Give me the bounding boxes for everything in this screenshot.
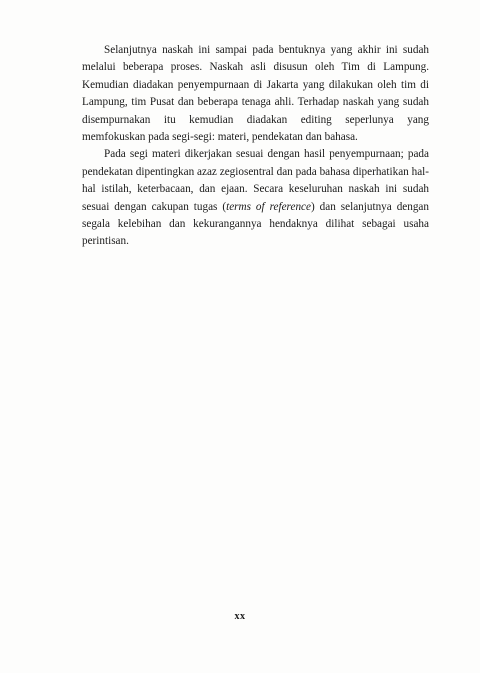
- paragraph-2-italic-term: terms of reference: [226, 200, 311, 213]
- page-number: xx: [234, 611, 246, 622]
- paragraph-2-tail: ) dan selanjutnya dengan segala kelebihan dan kekurangannya hendaknya dilihat sebagai usaha perintisan.: [82, 200, 429, 248]
- paragraph-1: [82, 42, 429, 146]
- body-text: [82, 42, 429, 251]
- paragraph-1-text: Selanjutnya naskah ini sampai pada bentuknya yang akhir ini sudah melalui beberapa proses. Naskah asli disusun oleh Tim di Lampung. Kemudian diadakan penyempurnaan di Jakarta yang dilakukan oleh tim di Lampung, tim Pusat dan beberapa tenaga ahli. Terhadap naskah yang sudah disempurnakan itu kemudian diadakan editing seperlunya yang memfokuskan pada segi-segi: materi, pendekatan dan bahasa.: [82, 44, 429, 144]
- paragraph-2: [82, 146, 429, 250]
- paragraph-2-text: Pada segi materi dikerjakan sesuai dengan hasil penyempurnaan; pada pendekatan dipentingkan azaz zegiosentral dan pada bahasa diperhatikan hal-hal istilah, keterbacaan, dan ejaan. Secara keseluruhan naskah ini sudah sesuai dengan cakupan tugas (: [82, 148, 429, 213]
